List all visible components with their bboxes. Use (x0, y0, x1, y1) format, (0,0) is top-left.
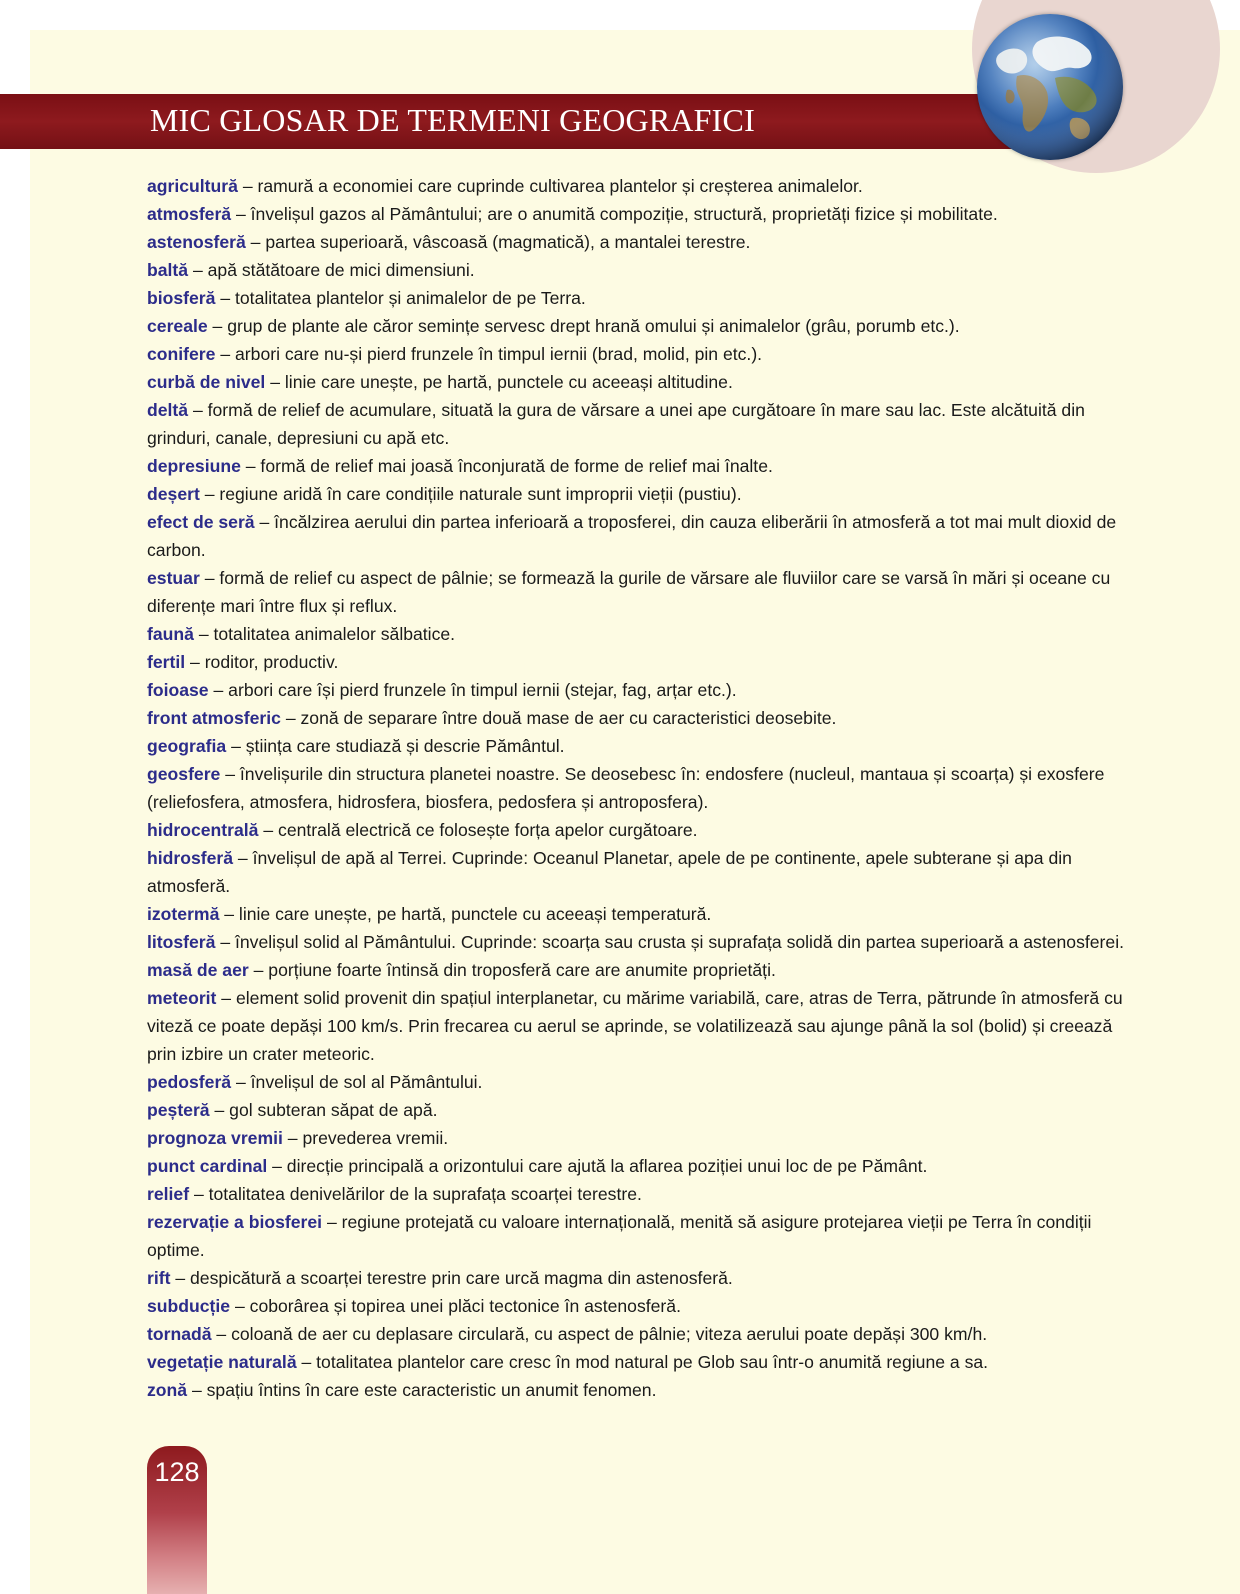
glossary-term: efect de seră (147, 512, 255, 532)
glossary-entry (147, 1180, 1127, 1208)
glossary-definition: – încălzirea aerului din partea inferioară a troposferei, din cauza eliberării în atmosferă a tot mai mult dioxid de carbon. (147, 512, 1117, 560)
earth-globe-icon (977, 14, 1123, 160)
glossary-term: hidrosferă (147, 848, 234, 868)
glossary-entry (147, 1348, 1127, 1376)
glossary-entry (147, 200, 1127, 228)
glossary-term: deltă (147, 400, 189, 420)
glossary-entry (147, 760, 1127, 816)
glossary-definition: – totalitatea plantelor care cresc în mod natural pe Glob sau într-o anumită regiune a sa. (296, 1352, 989, 1372)
glossary-entry (147, 676, 1127, 704)
glossary-definition: – gol subteran săpat de apă. (209, 1100, 438, 1120)
glossary-term: zonă (147, 1380, 188, 1400)
glossary-term: vegetație naturală (147, 1352, 297, 1372)
glossary-entry (147, 816, 1127, 844)
glossary-definition: – coborârea și topirea unei plăci tectonice în astenosferă. (230, 1296, 681, 1316)
glossary-entry (147, 1152, 1127, 1180)
glossary-term: depresiune (147, 456, 241, 476)
glossary-entry (147, 396, 1127, 452)
glossary-definition: – linie care unește, pe hartă, punctele cu aceeași temperatură. (219, 904, 712, 924)
glossary-definition: – regiune protejată cu valoare internațională, menită să asigure protejarea vieții pe Terra în condiții optime. (147, 1212, 1092, 1260)
glossary-term: tornadă (147, 1324, 212, 1344)
glossary-definition: – învelișurile din structura planetei noastre. Se deosebesc în: endosfere (nucleul, mantaua și scoarța) și exosfere (reliefosfera, atmosfera, hidrosfera, biosfera, pedosfera și antroposfera). (147, 764, 1105, 812)
glossary-definition: – arbori care nu-și pierd frunzele în timpul iernii (brad, molid, pin etc.). (215, 344, 763, 364)
glossary-entry (147, 1124, 1127, 1152)
glossary-definition: – direcție principală a orizontului care ajută la aflarea poziției unui loc de pe Pământ. (267, 1156, 928, 1176)
glossary-term: faună (147, 624, 194, 644)
glossary-entry (147, 228, 1127, 256)
glossary-definition: – regiune aridă în care condițiile naturale sunt improprii vieții (pustiu). (199, 484, 742, 504)
glossary-term: atmosferă (147, 204, 232, 224)
glossary-definition: – coloană de aer cu deplasare circulară, cu aspect de pâlnie; viteza aerului poate depăși 300 km/h. (211, 1324, 988, 1344)
glossary-entry (147, 1264, 1127, 1292)
glossary-definition: – formă de relief cu aspect de pâlnie; se formează la gurile de vărsare ale fluviilor care se varsă în mări și oceane cu diferențe mari între flux și reflux. (147, 568, 1111, 616)
glossary-term: deșert (147, 484, 200, 504)
glossary-definition: – centrală electrică ce folosește forța apelor curgătoare. (258, 820, 698, 840)
glossary-definition: – zonă de separare între două mase de aer cu caracteristici deosebite. (280, 708, 837, 728)
glossary-definition: – totalitatea plantelor și animalelor de pe Terra. (215, 288, 586, 308)
glossary-definition: – despicătură a scoarței terestre prin care urcă magma din astenosferă. (170, 1268, 733, 1288)
glossary-entry (147, 564, 1127, 620)
glossary-entry (147, 900, 1127, 928)
glossary-entry (147, 984, 1127, 1068)
glossary-entry (147, 1292, 1127, 1320)
glossary-definition: – știința care studiază și descrie Pământul. (226, 736, 565, 756)
glossary-term: front atmosferic (147, 708, 281, 728)
glossary-entry (147, 704, 1127, 732)
glossary-term: punct cardinal (147, 1156, 268, 1176)
glossary-term: cereale (147, 316, 208, 336)
glossary-entry (147, 844, 1127, 900)
glossary-definition: – prevederea vremii. (282, 1128, 449, 1148)
glossary-term: curbă de nivel (147, 372, 266, 392)
glossary-entry (147, 256, 1127, 284)
glossary-term: baltă (147, 260, 189, 280)
glossary-term: subducție (147, 1296, 231, 1316)
glossary-term: geosfere (147, 764, 221, 784)
glossary-entry (147, 172, 1127, 200)
glossary-entry (147, 1068, 1127, 1096)
glossary-term: litosferă (147, 932, 216, 952)
glossary-definition: – învelișul gazos al Pământului; are o anumită compoziție, structură, proprietăți fizice și mobilitate. (231, 204, 998, 224)
glossary-entry (147, 312, 1127, 340)
glossary-term: peșteră (147, 1100, 210, 1120)
glossary-term: masă de aer (147, 960, 249, 980)
glossary-definition: – porțiune foarte întinsă din troposferă care are anumite proprietăți. (248, 960, 776, 980)
glossary-definition: – învelișul de apă al Terrei. Cuprinde: Oceanul Planetar, apele de pe continente, apele subterane și apa din atmosferă. (147, 848, 1072, 896)
glossary-term: agricultură (147, 176, 238, 196)
glossary-definition: – arbori care își pierd frunzele în timpul iernii (stejar, fag, arțar etc.). (208, 680, 737, 700)
glossary-entry (147, 620, 1127, 648)
glossary-term: geografia (147, 736, 227, 756)
glossary-term: hidrocentrală (147, 820, 259, 840)
glossary-entry (147, 732, 1127, 760)
glossary-entry (147, 284, 1127, 312)
glossary-term: rezervație a biosferei (147, 1212, 323, 1232)
glossary-entry (147, 480, 1127, 508)
glossary-entry (147, 508, 1127, 564)
glossary-entry (147, 928, 1127, 956)
glossary-entry (147, 340, 1127, 368)
glossary-definition: – spațiu întins în care este caracteristic un anumit fenomen. (187, 1380, 657, 1400)
glossary-definition: – apă stătătoare de mici dimensiuni. (188, 260, 475, 280)
glossary-definition: – grup de plante ale căror semințe servesc drept hrană omului și animalelor (grâu, porumb etc.). (207, 316, 960, 336)
glossary-definition: – formă de relief de acumulare, situată la gura de vărsare a unei ape curgătoare în mare sau lac. Este alcătuită din grinduri, canale, depresiuni cu apă etc. (147, 400, 1085, 448)
glossary-term: pedosferă (147, 1072, 232, 1092)
glossary-definition: – învelișul solid al Pământului. Cuprinde: scoarța sau crusta și suprafața solidă din partea superioară a astenosferei. (215, 932, 1124, 952)
glossary-entry (147, 956, 1127, 984)
glossary-term: biosferă (147, 288, 216, 308)
glossary-term: meteorit (147, 988, 217, 1008)
glossary-term: prognoza vremii (147, 1128, 283, 1148)
glossary-term: astenosferă (147, 232, 246, 252)
glossary-entry (147, 1376, 1127, 1404)
glossary-term: conifere (147, 344, 216, 364)
glossary-definition: – partea superioară, vâscoasă (magmatică), a mantalei terestre. (245, 232, 751, 252)
glossary-definition: – roditor, productiv. (185, 652, 339, 672)
glossary-definition: – formă de relief mai joasă înconjurată de forme de relief mai înalte. (240, 456, 773, 476)
glossary-entry (147, 1096, 1127, 1124)
glossary-term: izotermă (147, 904, 220, 924)
glossary-term: rift (147, 1268, 171, 1288)
glossary-definition: – element solid provenit din spațiul interplanetar, cu mărime variabilă, care, atras de Terra, pătrunde în atmosferă cu viteză ce poate depăși 100 km/s. Prin frecarea cu aerul se aprinde, se volatilizează sau ajunge până la sol (bolid) și creează prin izbire un crater meteoric. (147, 988, 1123, 1064)
glossary-definition: – totalitatea animalelor sălbatice. (193, 624, 456, 644)
glossary-term: fertil (147, 652, 186, 672)
glossary-entry (147, 648, 1127, 676)
glossary-entry (147, 1320, 1127, 1348)
page-title: MIC GLOSAR DE TERMENI GEOGRAFICI (150, 102, 755, 138)
glossary-term: relief (147, 1184, 190, 1204)
page-number: 128 (154, 1457, 200, 1487)
glossary-entry (147, 368, 1127, 396)
glossary-list (147, 172, 1127, 1404)
glossary-definition: – totalitatea denivelărilor de la suprafața scoarței terestre. (189, 1184, 642, 1204)
glossary-term: foioase (147, 680, 209, 700)
glossary-entry (147, 1208, 1127, 1264)
glossary-definition: – linie care unește, pe hartă, punctele cu aceeași altitudine. (265, 372, 733, 392)
glossary-definition: – învelișul de sol al Pământului. (231, 1072, 483, 1092)
glossary-term: estuar (147, 568, 200, 588)
glossary-entry (147, 452, 1127, 480)
glossary-definition: – ramură a economiei care cuprinde cultivarea plantelor și creșterea animalelor. (237, 176, 863, 196)
